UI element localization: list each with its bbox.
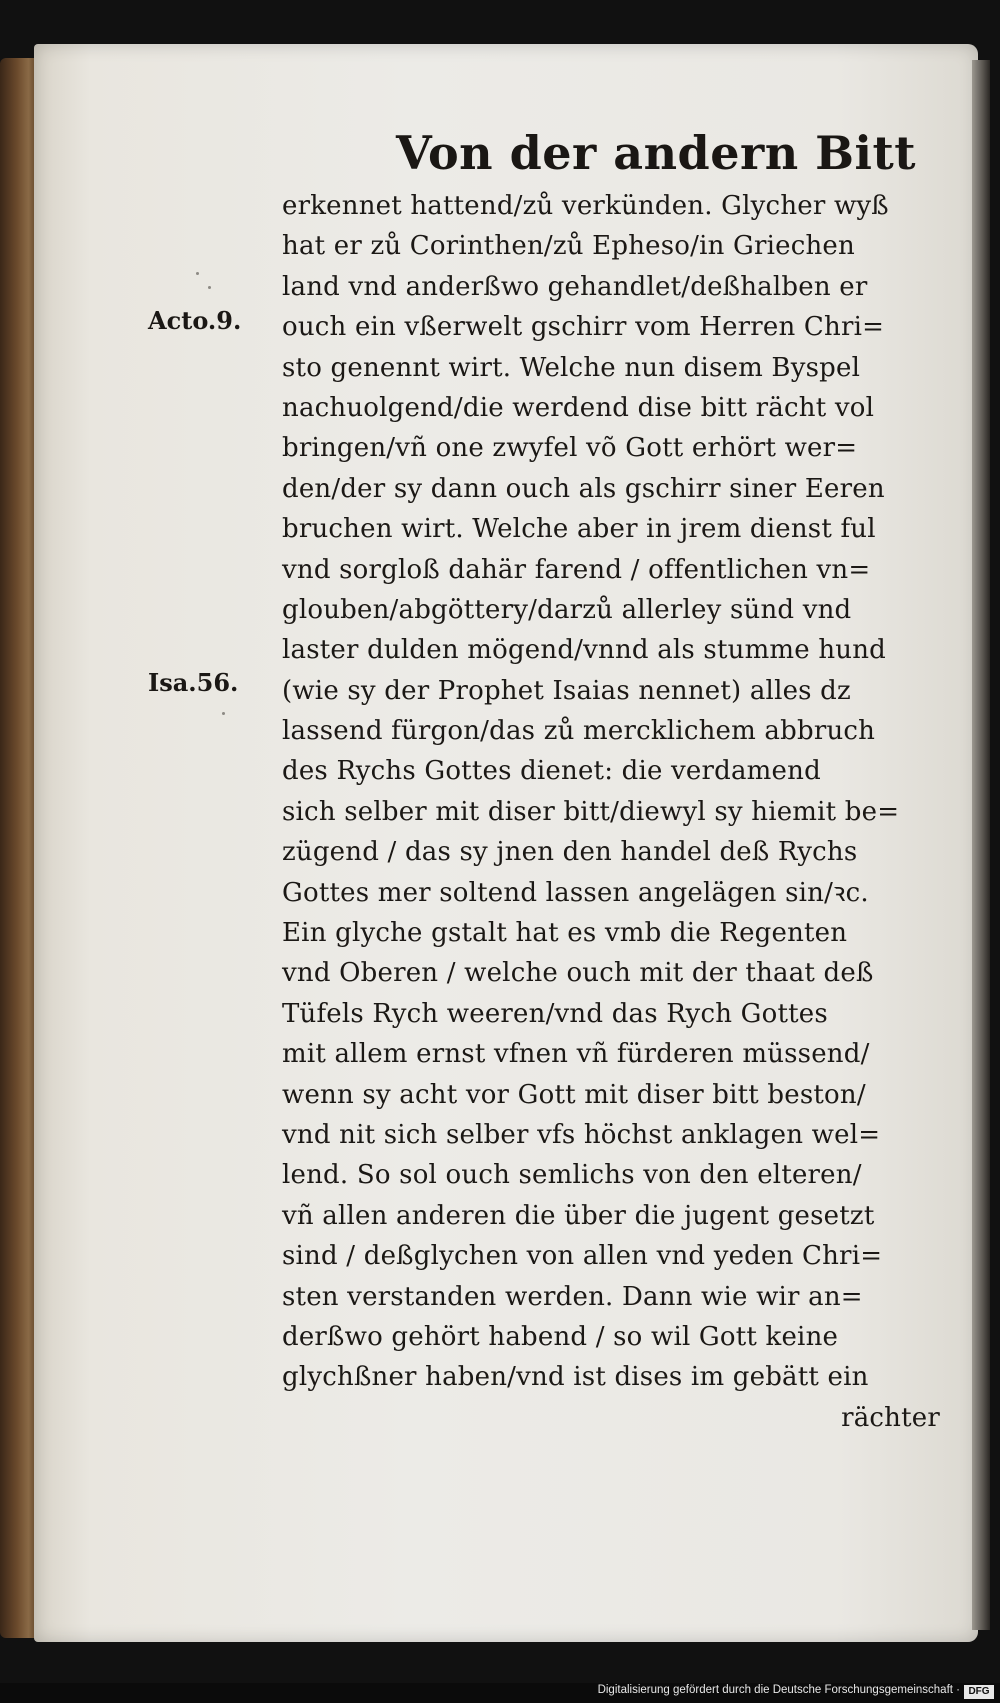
text-line: sten verstanden werden. Dann wie wir an=	[282, 1281, 863, 1312]
text-line: Gottes mer soltend lassen angelägen sin/ꝛc.	[282, 877, 869, 908]
margin-note-isaiah: Isa.56.	[148, 668, 239, 697]
body-text	[282, 186, 962, 1438]
text-line: wenn sy acht vor Gott mit diser bitt beston/	[282, 1079, 866, 1110]
book-edge	[0, 58, 38, 1638]
text-line: derßwo gehört habend / so wil Gott keine	[282, 1321, 839, 1352]
footer-credit: Digitalisierung gefördert durch die Deutsche Forschungsgemeinschaft ·	[597, 1684, 960, 1696]
text-line: mit allem ernst vfnen vñ fürderen müssend/	[282, 1039, 870, 1070]
text-line: bringen/vñ one zwyfel võ Gott erhört wer=	[282, 433, 858, 464]
text-line: vnd sorgloß dahär farend / offentlichen vn=	[282, 554, 871, 585]
text-line: bruchen wirt. Welche aber in jrem dienst ful	[282, 514, 876, 545]
text-line: ouch ein vßerwelt gschirr vom Herren Chri=	[282, 312, 885, 343]
text-line: hat er zů Corinthen/zů Epheso/in Griechen	[282, 231, 855, 262]
text-line: glychßner haben/vnd ist dises im gebätt ein	[282, 1362, 869, 1393]
text-line: Tüfels Rych weeren/vnd das Rych Gottes	[282, 998, 828, 1029]
text-line: glouben/abgöttery/darzů allerley sünd vnd	[282, 594, 852, 625]
text-line: erkennet hattend/zů verkünden. Glycher wyß	[282, 191, 889, 221]
text-line: vñ allen anderen die über die jugent gesetzt	[282, 1200, 875, 1231]
text-line: sto genennt wirt. Welche nun disem Byspel	[282, 352, 861, 383]
text-line: vnd nit sich selber vfs höchst anklagen wel=	[282, 1119, 881, 1150]
text-line: lassend fürgon/das zů mercklichem abbruch	[282, 716, 876, 747]
text-line: Ein glyche gstalt hat es vmb die Regenten	[282, 918, 848, 949]
ink-speck	[196, 272, 199, 275]
text-line: lend. So sol ouch semlichs von den elteren/	[282, 1160, 862, 1191]
text-line: zügend / das sy jnen den handel deß Rychs	[282, 837, 858, 868]
catchword: rächter	[841, 1402, 940, 1433]
margin-note-acts: Acto.9.	[148, 306, 242, 335]
ink-speck	[222, 712, 225, 715]
text-line: den/der sy dann ouch als gschirr siner Eeren	[282, 473, 885, 504]
text-line: land vnd anderßwo gehandlet/deßhalben er	[282, 271, 868, 302]
text-line: nachuolgend/die werdend dise bitt rächt vol	[282, 392, 875, 423]
text-line: sich selber mit diser bitt/diewyl sy hiemit be=	[282, 796, 900, 827]
text-line: des Rychs Gottes dienet: die verdamend	[282, 756, 821, 787]
dfg-logo: DFG	[964, 1685, 994, 1699]
text-line: laster dulden mögend/vnnd als stumme hund	[282, 635, 887, 666]
text-line: (wie sy der Prophet Isaias nennet) alles dz	[282, 675, 851, 706]
page-fore-edge	[972, 60, 990, 1630]
ink-speck	[208, 286, 211, 289]
text-line: sind / deßglychen von allen vnd yeden Chri=	[282, 1241, 883, 1272]
text-line: vnd Oberen / welche ouch mit der thaat deß	[282, 958, 874, 989]
running-head: Von der andern Bitt	[396, 126, 917, 180]
